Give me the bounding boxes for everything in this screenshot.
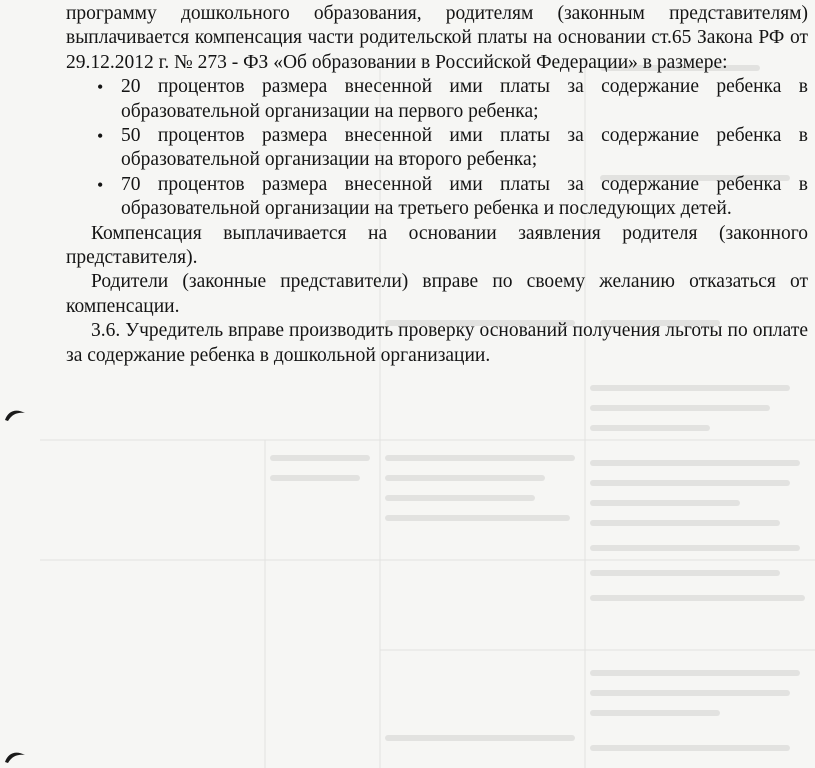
scan-punch-mark [4,750,26,764]
bullet-icon: • [97,77,104,98]
list-item [66,75,808,124]
scan-punch-mark [4,408,26,422]
list-item-text: 70 процентов размера внесенной ими платы за содержание ребенка в образовательной организации на третьего ребенка и последующих детей. [121,173,808,220]
compensation-basis-paragraph: Компенсация выплачивается на основании заявления родителя (законного представителя). [66,222,808,269]
list-item [66,173,808,222]
list-item-text: 50 процентов размера внесенной ими платы за содержание ребенка в образовательной организации на второго ребенка; [121,125,808,171]
list-item [66,124,808,173]
clause-3-6-paragraph: 3.6. Учредитель вправе производить проверку оснований получения льготы по оплате за содержание ребенка в дошкольной организации. [66,320,808,366]
bullet-icon: • [97,126,104,147]
list-item-text: 20 процентов размера внесенной ими платы за содержание ребенка в образовательной организации на первого ребенка; [121,76,808,122]
bullet-icon: • [97,174,104,195]
compensation-list [66,75,808,221]
intro-paragraph: программу дошкольного образования, родителям (законным представителям) выплачивается компенсация части родительской платы на основании ст.65 Закона РФ от 29.12.2012 г. № 273 - ФЗ «Об образовании в Российской Федерации» в размере: [66,3,808,73]
refusal-paragraph: Родители (законные представители) вправе по своему желанию отказаться от компенсации. [66,271,808,317]
document-body [66,2,808,368]
